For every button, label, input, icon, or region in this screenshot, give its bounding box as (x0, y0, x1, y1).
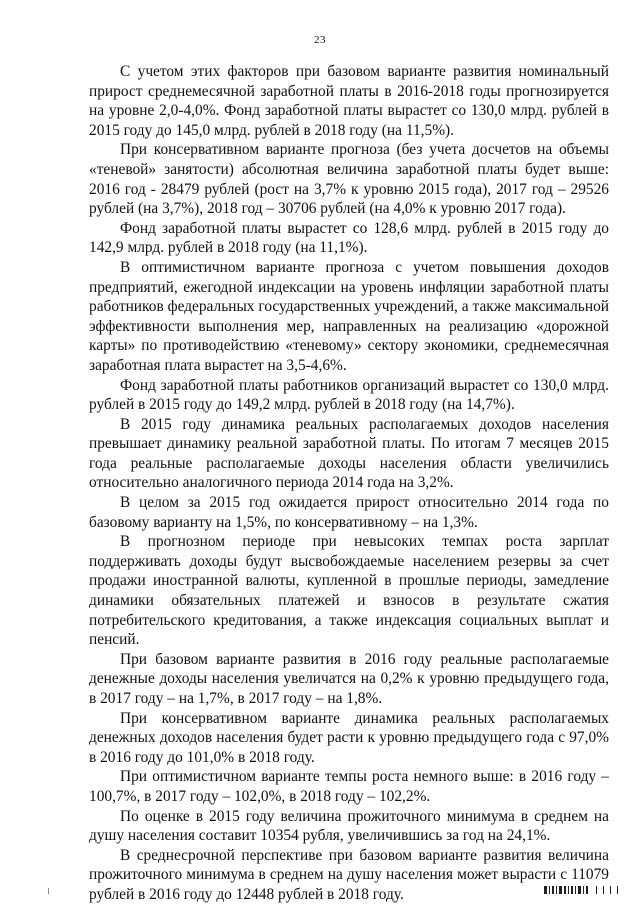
paragraph-income-optimistic-variant: При оптимистичном варианте темпы роста немного выше: в 2016 году – 100,7%, в 2017 году – 102,0%, в 2018 году – 102,2%. (89, 768, 609, 805)
paragraph-wage-fund-conservative: Фонд заработной платы вырастет со 128,6 млрд. рублей в 2015 году до 142,9 млрд. рублей в 2018 году (на 11,1%). (89, 219, 609, 257)
paragraph-income-growth-2015: В целом за 2015 год ожидается прирост относительно 2014 года по базовому варианту на 1,5%, по консервативному – на 1,3%. (89, 494, 609, 531)
paragraph-income-conservative-variant: При консервативном варианте динамика реальных располагаемых денежных доходов населения будет расти к уровню предыдущего года с 97,0% в 2016 году до 101,0% в 2018 году. (89, 709, 609, 766)
paragraph-wage-optimistic: В оптимистичном варианте прогноза с учетом повышения доходов предприятий, ежегодной индексации на уровень инфляции заработной платы работников федеральных государственных учреждений, а также максимальной эффективности выполнения мер, направленных на реализацию «дорожной карты» по противодействию «теневому» сектору экономики, среднемесячная заработная плата вырастет на 3,5-4,6%. (89, 258, 609, 374)
document-body (89, 62, 609, 905)
paragraph-wage-fund-optimistic: Фонд заработной платы работников организаций вырастет со 130,0 млрд. рублей в 2015 году до 149,2 млрд. рублей в 2018 году (на 14,7%). (89, 376, 609, 414)
document-barcode (544, 886, 618, 894)
paragraph-wage-growth-base: С учетом этих факторов при базовом варианте развития номинальный прирост среднемесячной заработной платы в 2016-2018 годы прогнозируется на уровне 2,0-4,0%. Фонд заработной платы вырастет со 130,0 млрд. рублей в 2015 году до 145,0 млрд. рублей в 2018 году (на 11,5%). (89, 63, 609, 139)
scan-edge-mark (48, 888, 49, 894)
paragraph-income-base-variant: При базовом варианте развития в 2016 году реальные располагаемые денежные доходы населения увеличатся на 0,2% к уровню предыдущего года, в 2017 году – на 1,7%, в 2017 году – на 1,8%. (89, 650, 609, 707)
page-number: 23 (314, 34, 326, 46)
paragraph-wage-conservative: При консервативном варианте прогноза (без учета досчетов на объемы «теневой» занятости) абсолютная величина заработной платы будет выше: 2016 год - 28479 рублей (рост на 3,7% к уровню 2015 года), 2017 год – 29526 рублей (на 3,7%), 2018 год – 30706 рублей (на 4,0% к уровню 2017 года). (89, 141, 609, 218)
paragraph-subsistence-minimum-2015: По оценке в 2015 году величина прожиточного минимума в среднем на душу населения составит 10354 рубля, увеличившись за год на 24,1%. (89, 807, 609, 845)
paragraph-subsistence-minimum-forecast: В среднесрочной перспективе при базовом варианте развития величина прожиточного минимума в среднем на душу населения может вырасти с 11079 рублей в 2016 году до 12448 рублей в 2018 году. (89, 846, 609, 903)
paragraph-income-support-factors: В прогнозном периоде при невысоких темпах роста зарплат поддерживать доходы будут высвобождаемые населением резервы за счет продажи иностранной валюты, купленной в прошлые периоды, замедление динамики обязательных платежей и взносов в результате сжатия потребительского кредитования, а также индексация социальных выплат и пенсий. (89, 533, 609, 649)
paragraph-income-dynamics-2015: В 2015 году динамика реальных располагаемых доходов населения превышает динамику реальной заработной платы. По итогам 7 месяцев 2015 года реальные располагаемые доходы населения области увеличились относительно аналогичного периода 2014 года на 3,2%. (89, 415, 609, 492)
